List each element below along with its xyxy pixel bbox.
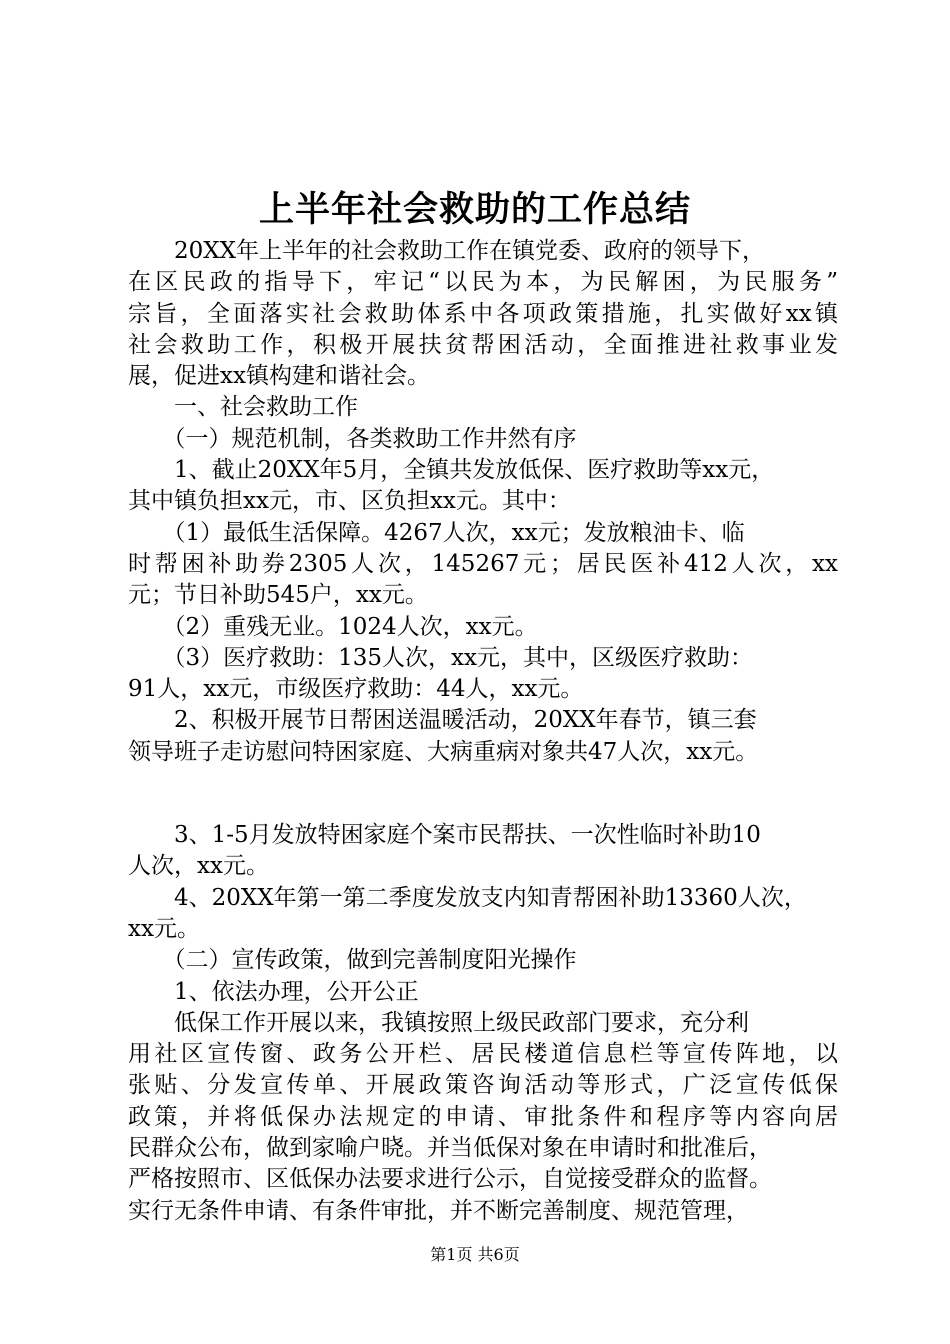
document-body [128,236,838,1227]
paragraph-line: 用社区宣传窗、政务公开栏、居民楼道信息栏等宣传阵地，以 [128,1041,838,1068]
paragraph-line: （2）重残无业。1024人次，xx元。 [128,613,538,640]
paragraph-line: 政策，并将低保办法规定的申请、审批条件和程序等内容向居 [128,1103,838,1130]
paragraph-line: 其中镇负担xx元，市、区负担xx元。其中： [128,488,571,515]
paragraph-line: 2、积极开展节日帮困送温暖活动，20XX年春节，镇三套 [128,707,757,734]
paragraph-line: 4、20XX年第一第二季度发放支内知青帮困补助13360人次， [128,884,807,911]
page-footer: 第1页 共6页 [430,1245,520,1264]
paragraph-line: 1、依法办理，公开公正 [128,978,419,1005]
paragraph-line: 低保工作开展以来，我镇按照上级民政部门要求，充分利 [128,1009,749,1036]
paragraph-line: 民群众公布，做到家喻户晓。并当低保对象在申请时和批准后， [128,1135,772,1162]
paragraph-line: 张贴、分发宣传单、开展政策咨询活动等形式，广泛宣传低保 [128,1072,838,1099]
paragraph-line: 在区民政的指导下，牢记“以民为本，为民解困，为民服务” [128,269,838,296]
paragraph-line: 元；节日补助545户，xx元。 [128,582,428,609]
paragraph-line: xx元。 [128,915,200,942]
paragraph-line: 3、1-5月发放特困家庭个案市民帮扶、一次性临时补助10 [128,822,761,849]
paragraph-line: 20XX年上半年的社会救助工作在镇党委、政府的领导下， [128,238,766,264]
subsection-heading: （一）规范机制，各类救助工作井然有序 [128,425,577,452]
paragraph-line: 时帮困补助券2305人次，145267元；居民医补412人次，xx [128,550,838,577]
paragraph-line: 社会救助工作，积极开展扶贫帮困活动，全面推进社救事业发 [128,331,838,358]
paragraph-line: （3）医疗救助：135人次，xx元，其中，区级医疗救助： [128,644,753,671]
paragraph-line: 91人，xx元，市级医疗救助：44人，xx元。 [128,676,584,703]
paragraph-gap [128,768,838,820]
paragraph-line: 1、截止20XX年5月，全镇共发放低保、医疗救助等xx元， [128,457,775,484]
paragraph-line: 严格按照市、区低保办法要求进行公示，自觉接受群众的监督。 [128,1166,772,1193]
section-heading: 一、社会救助工作 [128,394,358,421]
paragraph-line: 实行无条件申请、有条件审批，并不断完善制度、规范管理， [128,1197,749,1224]
subsection-heading: （二）宣传政策，做到完善制度阳光操作 [128,947,577,974]
document-title: 上半年社会救助的工作总结 [258,189,691,230]
paragraph-line: 宗旨，全面落实社会救助体系中各项政策措施，扎实做好xx镇 [128,300,838,327]
paragraph-line: 人次，xx元。 [128,853,269,880]
paragraph-line: 领导班子走访慰问特困家庭、大病重病对象共47人次，xx元。 [128,738,759,765]
paragraph-line: 展，促进xx镇构建和谐社会。 [128,363,430,390]
paragraph-line: （1）最低生活保障。4267人次，xx元；发放粮油卡、临 [128,519,745,546]
